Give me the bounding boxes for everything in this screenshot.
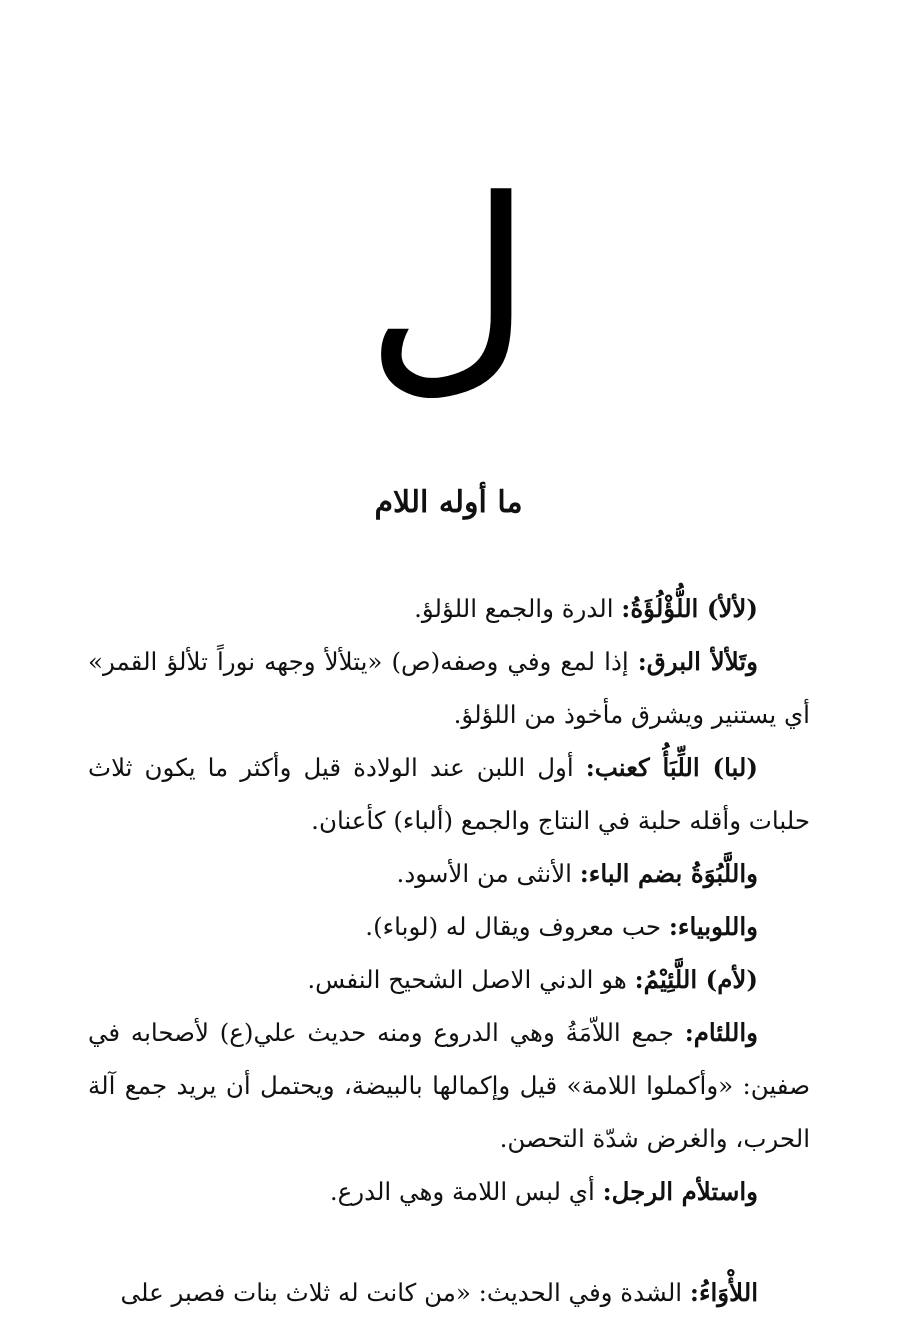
entry-headword: واللوبياء: [668, 912, 758, 941]
entry-headword: (لبا) اللِّبَأُ كعنب: [585, 753, 758, 782]
entry-lawa [88, 1266, 810, 1319]
entry-headword: واستلأم الرجل: [602, 1177, 758, 1206]
entry-definition: جمع اللاّمَةُ وهي الدروع ومنه حديث علي(ع) لأصحابه في صفين: «وأكملوا اللامة» قيل وإكمالها بالبيضة، ويحتمل أن يريد جمع آلة الحرب، والغرض شدّة التحصن. [88, 1018, 810, 1153]
section-title: ما أوله اللام [374, 485, 523, 520]
entry-headword: واللَّبُوَةُ بضم الباء: [579, 859, 758, 888]
entry-lubiya [88, 900, 810, 953]
entry-definition: الأنثى من الأسود. [396, 859, 580, 888]
section-letter: ل [364, 151, 533, 418]
entry-definition: حب معروف ويقال له (لوباء). [365, 912, 669, 941]
entry-definition: الشدة وفي الحديث: «من كانت له ثلاث بنات فصبر على [120, 1278, 690, 1307]
entry-lulu [88, 582, 810, 635]
entry-definition: أي لبس اللامة وهي الدرع. [329, 1177, 603, 1206]
entry-liba [88, 741, 810, 847]
entry-definition: أول اللبن عند الولادة قيل وأكثر ما يكون ثلاث حلبات وأقله حلبة في النتاج والجمع (ألباء) كأعنان. [88, 753, 810, 835]
entry-headword: اللأْوَاءُ: [689, 1278, 758, 1307]
entry-talala [88, 635, 810, 741]
entry-headword: (لألأ) اللُّؤْلُؤَةُ: [621, 594, 758, 623]
entries-body [88, 582, 810, 1319]
entry-labwa [88, 847, 810, 900]
entry-definition: الدرة والجمع اللؤلؤ. [414, 594, 622, 623]
entry-definition: إذا لمع وفي وصفه(ص) «يتلألأ وجهه نوراً تلألؤ القمر» أي يستنير ويشرق مأخوذ من اللؤلؤ. [88, 647, 810, 729]
entry-definition: هو الدني الاصل الشحيح النفس. [307, 965, 635, 994]
entry-laim [88, 953, 810, 1006]
entry-headword: وتَلألأ البرق: [637, 647, 758, 676]
entry-headword: واللئام: [684, 1018, 758, 1047]
entry-liam [88, 1006, 810, 1165]
entry-istalam [88, 1165, 810, 1218]
entry-headword: (لأم) اللَّئِيْمُ: [634, 965, 758, 994]
